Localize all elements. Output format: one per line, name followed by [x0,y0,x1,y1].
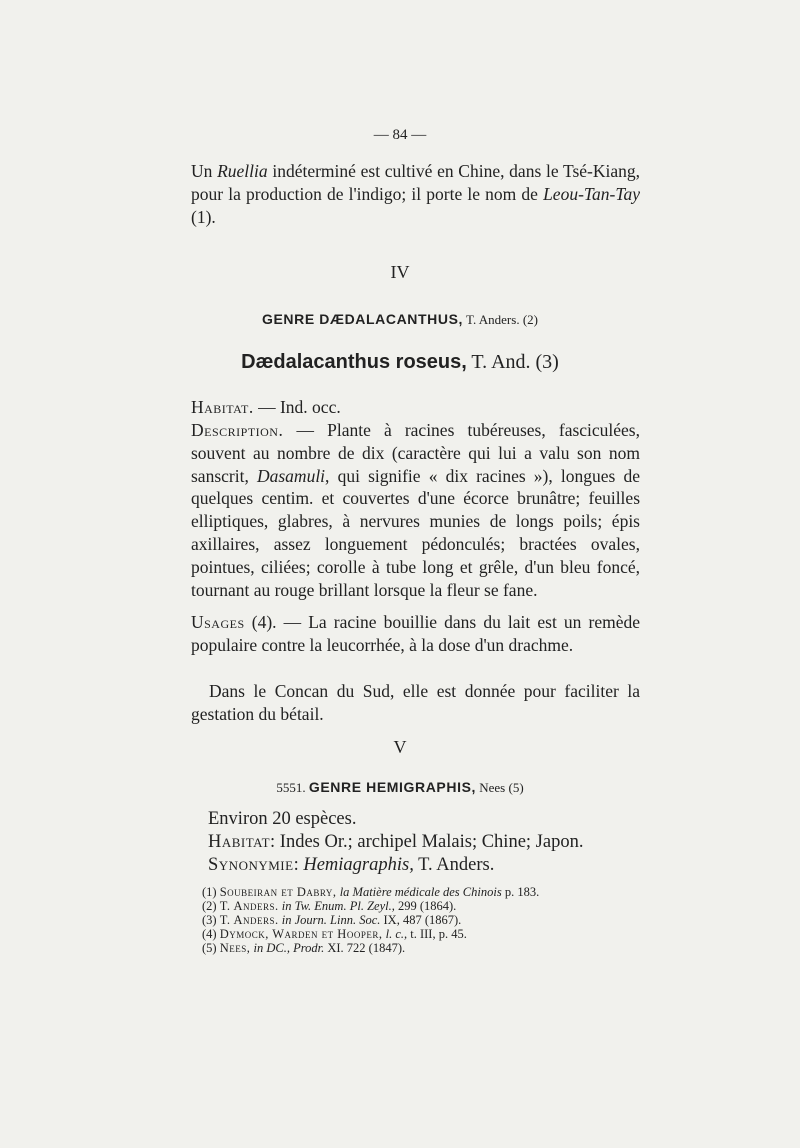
footnote-title: in Journ. Linn. Soc. [278,913,381,927]
footnote-author: T. Anders. [219,913,279,927]
habitat-label: Habitat. [191,397,254,417]
footnote-4 [202,927,467,941]
genre-hemigraphis-number: 5551. [276,780,306,795]
species-name: Dædalacanthus roseus, [241,351,467,373]
footnote-3 [202,913,461,927]
usages-paragraph [191,611,640,657]
footnote-author: Soubeiran et Dabry, [219,885,337,899]
concan-paragraph: Dans le Concan du Sud, elle est donnée pour faciliter la gestation du bétail. [191,681,640,724]
hemigraphis-habitat-text: : Indes Or.; archipel Malais; Chine; Japon. [270,832,584,852]
ruellia-name: Ruellia [217,161,268,181]
genre-hemigraphis-author: Nees (5) [476,780,524,795]
footnote-number: (3) [202,913,220,927]
intro-text-1: Un [191,161,218,181]
footnote-reference: IX, 487 (1867). [380,913,462,927]
intro-text-3: (1). [191,206,216,227]
dasamuli-name: Dasamuli [256,465,326,486]
description-paragraph [191,419,640,601]
synonymie-line [208,854,648,877]
genre-hemigraphis-name: GENRE HEMIGRAPHIS, [308,779,476,795]
footnote-1 [202,885,539,899]
footnote-author: Nees, [219,941,251,955]
footnote-5 [202,941,405,955]
synonymie-author: T. Anders. [413,855,495,875]
footnote-title: la Matière médicale des Chinois [336,885,502,899]
footnote-number: (2) [202,899,220,913]
genre-daedalacanthus-name: GENRE DÆDALACANTHUS, [262,311,463,327]
footnote-title: l. c., [382,927,408,941]
genre-daedalacanthus-author: T. Anders. (2) [463,312,538,327]
footnote-reference: t. III, p. 45. [407,927,467,941]
synonymie-name: Hemiagraphis, [303,855,414,875]
description-label: Description. [191,420,284,440]
intro-paragraph [191,160,640,228]
footnote-author: T. Anders. [219,899,279,913]
footnote-title: in Tw. Enum. Pl. Zeyl., [278,899,395,913]
species-heading [0,351,800,374]
genre-daedalacanthus-heading [0,311,800,328]
leou-tan-tay-name: Leou-Tan-Tay [543,183,640,204]
environ-line: Environ 20 espèces. [208,809,357,829]
section-numeral-v: V [393,737,407,757]
footnote-reference: 299 (1864). [394,899,457,913]
hemigraphis-habitat-label: Habitat [208,832,271,852]
species-author: T. And. (3) [466,351,559,373]
intro-text-2: indéterminé est cultivé en Chine, dans le Tsé-Kiang, pour la production de l'indigo; il porte le nom de [191,161,640,204]
description-text-2: , qui signifie « dix racines »), longues de quelques centim. et couvertes d'une écorce brunâtre; feuilles elliptiques, glabres, à nervures munies de longs poils; épis axillaires, assez longuement pédonculés; bractées ovales, pointues, ciliées; corolle à tube long et grêle, d'un bleu foncé, tournant au rouge brillant lorsque la fleur se fane. [191,465,640,600]
synonymie-separator: : [293,855,304,875]
synonymie-label: Synonymie [208,855,294,875]
footnote-2 [202,899,456,913]
page-number: — 84 — [373,127,427,143]
description-text-1: — Plante à racines tubéreuses, fasciculées, souvent au nombre de dix (caractère qui lui a valu son nom sanscrit, [191,420,640,486]
genre-hemigraphis-heading [0,779,800,796]
footnote-number: (1) [202,885,220,899]
footnote-reference: XI. 722 (1847). [324,941,406,955]
footnote-reference: p. 183. [501,885,540,899]
usages-text: (4). — La racine bouillie dans du lait est un remède populaire contre la leucorrhée, à la dose d'un drachme. [191,612,640,655]
footnote-author: Dymock, Warden et Hooper, [219,927,383,941]
footnote-title: in DC., Prodr. [250,941,325,955]
footnote-number: (4) [202,927,220,941]
usages-label: Usages [191,612,245,632]
section-numeral-iv: IV [390,262,410,282]
hemigraphis-habitat-line [208,831,648,854]
habitat-text: — Ind. occ. [253,397,341,417]
footnote-number: (5) [202,941,220,955]
habitat-paragraph [191,396,640,419]
